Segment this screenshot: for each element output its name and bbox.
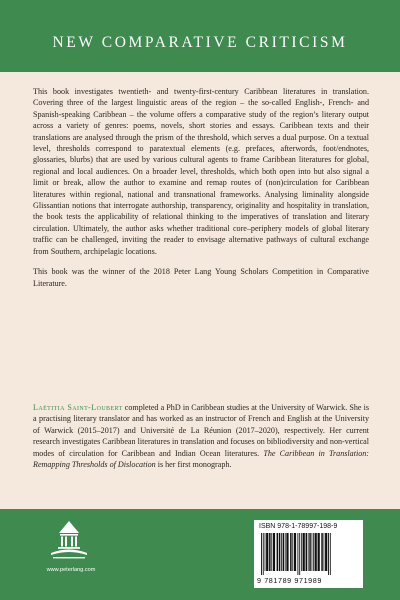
barcode-bar	[279, 533, 281, 571]
barcode-bar	[312, 533, 313, 571]
barcode-bar	[308, 533, 309, 571]
peter-lang-logo-icon	[47, 519, 91, 561]
isbn-label: ISBN 978-1-78997-198-9	[259, 523, 338, 530]
award-note: This book was the winner of the 2018 Peter Lang Young Scholars Competition in Comparative Literature.	[33, 267, 369, 288]
barcode-bar	[294, 533, 296, 571]
barcode-bar	[285, 533, 286, 571]
barcode-bar	[324, 533, 325, 571]
barcode-bar	[328, 533, 329, 575]
blurb-paragraph: This book investigates twentieth- and twenty-first-century Caribbean literatures in translation. Covering three of the largest linguistic areas of the region – the so-called English-, French- and Spanish-speaking Caribbean – the volume offers a comparative study of the region’s literary output across a variety of genres: poems, novels, short stories and essays. Caribbean texts and their translations are analysed through the prism of the threshold, which serves a dual purpose. On a textual level, thresholds correspond to paratextual elements (e.g. prefaces, afterwords, foot/endnotes, glossaries, blurbs) that are used by various cultural agents to frame Caribbean literatures for global, regional and local audiences. On a broader level, thresholds, which both open into but also signal a limit or break, allow the author to examine and remap routes of (non)circulation for Caribbean literatures within regional, national and transnational frameworks. Analysing liminality alongside Glissantian notions that interrogate authorship, transparency, originality and hospitality in translation, the book tests the applicability of relational thinking to the imperatives of translation and literary circulation. Ultimately, the author asks whether traditional core–periphery models of global literary traffic can be challenged, inviting the reader to envisage alternative pathways of cultural exchange from Southern, archipelagic locations.	[33, 87, 369, 256]
barcode-bar	[306, 533, 308, 571]
barcode-bar	[273, 533, 275, 571]
barcode	[259, 533, 358, 575]
author-bio-paragraph	[33, 402, 369, 470]
barcode-bar	[292, 533, 293, 571]
barcode-bar	[313, 533, 314, 571]
barcode-bar	[263, 533, 264, 575]
publisher-url: www.peterlang.com	[46, 567, 96, 573]
barcode-bar	[303, 533, 305, 571]
barcode-bar	[330, 533, 331, 575]
barcode-bar	[277, 533, 279, 571]
barcode-bar	[297, 533, 298, 575]
barcode-bar	[301, 533, 302, 571]
barcode-bar	[261, 533, 262, 575]
barcode-bar	[281, 533, 282, 571]
barcode-bar	[266, 533, 268, 571]
barcode-bar	[265, 533, 266, 571]
barcode-bar	[318, 533, 320, 571]
barcode-bar	[309, 533, 311, 571]
barcode-bar	[283, 533, 285, 571]
isbn-barcode-box	[254, 520, 363, 588]
author-bio-text-1: completed a PhD in Caribbean studies at the University of Warwick. She is a practising literary translator and has worked as an instructor of French and English at the University of Warwick (2015–2017) and Université de La Réunion (2017–2020), respectively. Her current research investigates Caribbean literatures in translation and focuses on bibliodiversity and non-vertical modes of circulation for Caribbean and Indian Ocean literatures.	[33, 403, 369, 458]
book-title: The Caribbean in Translation: Remapping Thresholds of Dislocation	[33, 448, 369, 470]
barcode-bar	[299, 533, 300, 575]
barcode-bar	[290, 533, 292, 571]
barcode-bar	[269, 533, 271, 571]
book-blurb	[33, 86, 369, 298]
barcode-bar	[286, 533, 288, 571]
author-bio-text-2: is her first monograph.	[155, 460, 232, 470]
barcode-bar	[321, 533, 323, 571]
ean-digits: 9 781789 971989	[257, 576, 322, 585]
top-band	[0, 0, 400, 72]
barcode-bar	[271, 533, 272, 571]
author-name: Laëtitia Saint-Loubert	[33, 403, 123, 412]
author-bio	[33, 402, 369, 470]
barcode-bar	[315, 533, 317, 571]
series-title: NEW COMPARATIVE CRITICISM	[52, 34, 348, 51]
barcode-bar	[325, 533, 327, 571]
